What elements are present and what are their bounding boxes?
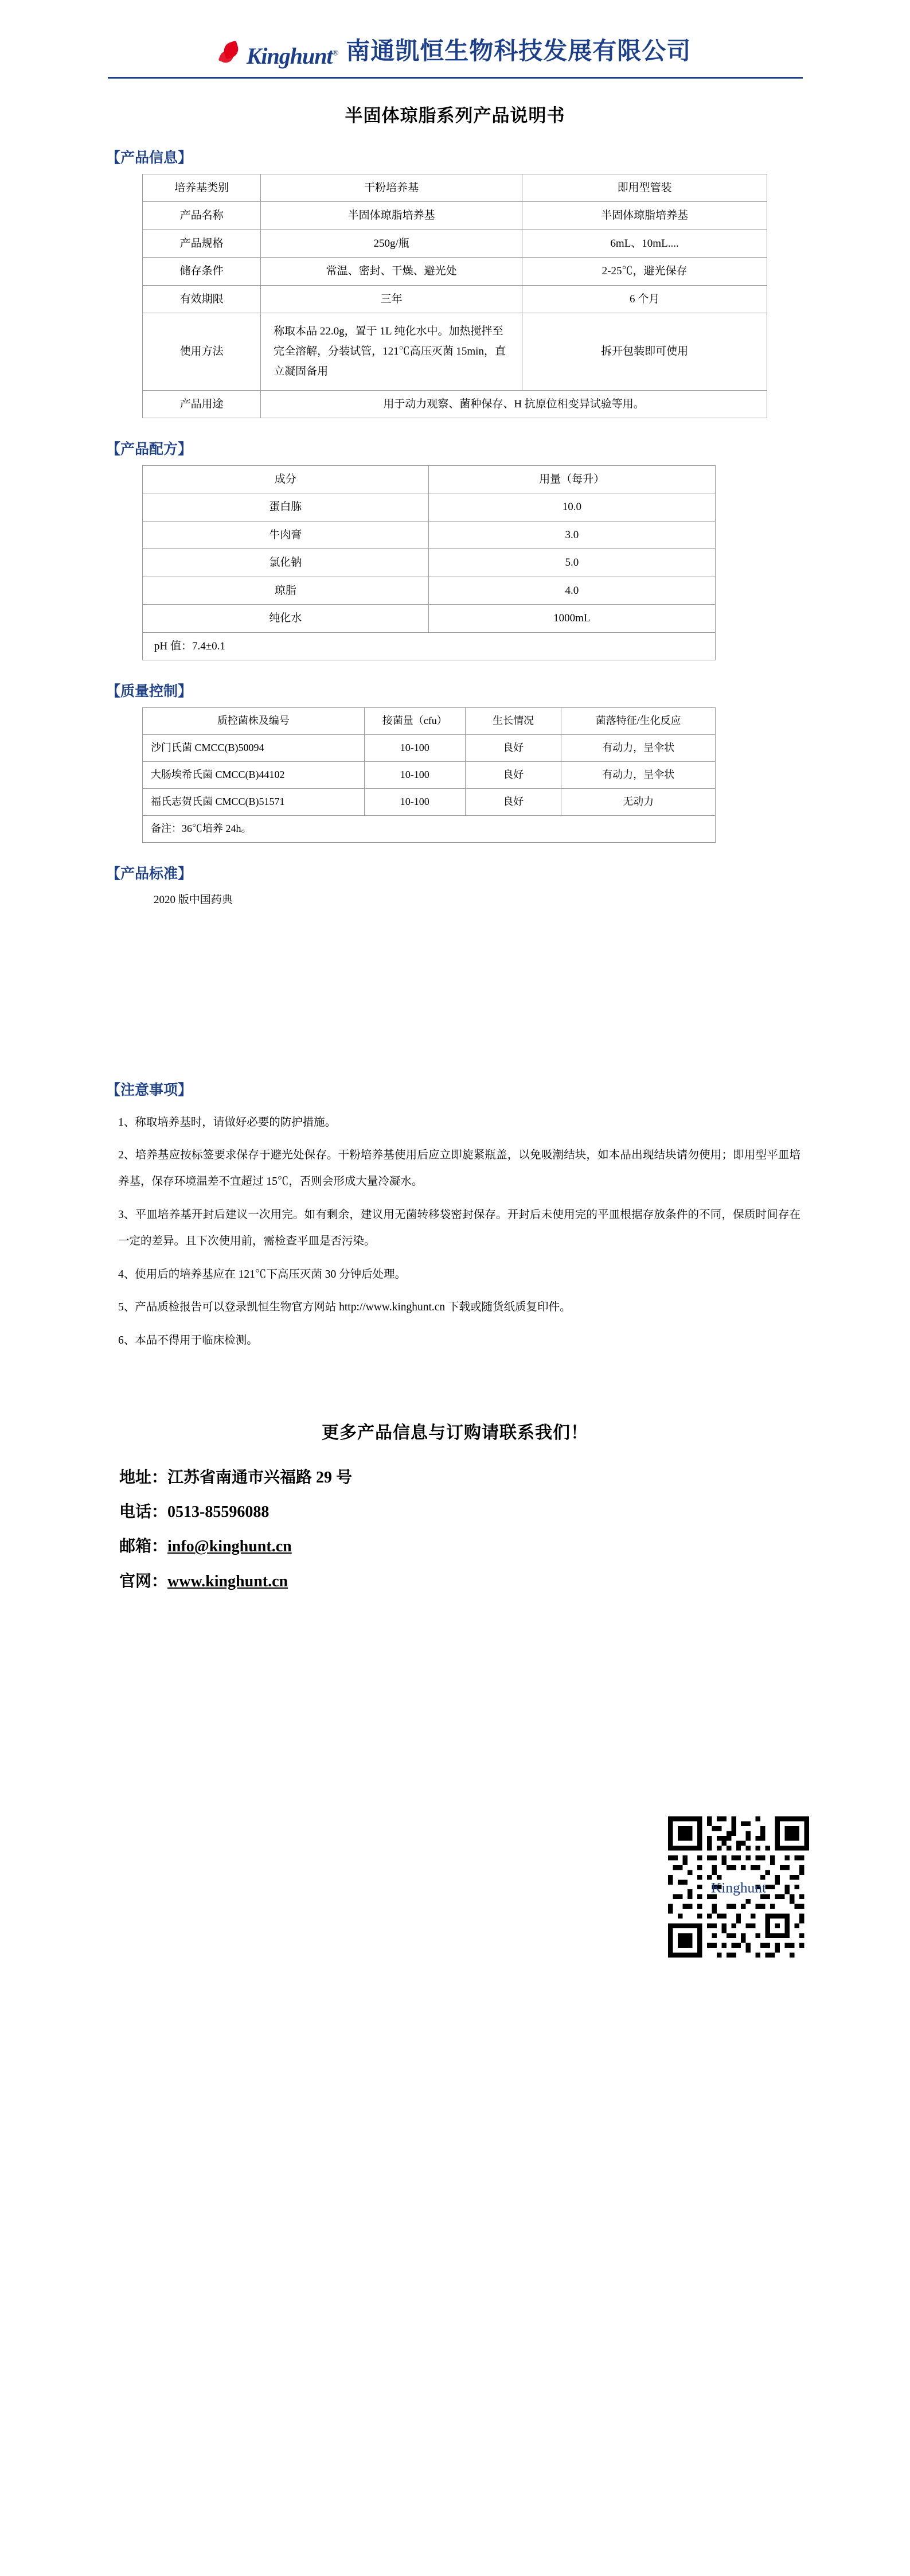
- contact-site-row: [119, 1565, 910, 1599]
- row-value-dry: 常温、密封、干燥、避光处: [261, 258, 522, 285]
- colony-characteristics: 有动力，呈伞状: [561, 735, 716, 762]
- inoculum-amount: 10-100: [364, 788, 465, 815]
- row-value-dry: 半固体琼脂培养基: [261, 202, 522, 229]
- email-value[interactable]: info@kinghunt.cn: [167, 1538, 292, 1556]
- header-divider: [108, 77, 803, 79]
- table-row: [143, 788, 716, 815]
- list-item: 3、平皿培养基开封后建议一次用完。如有剩余，建议用无菌转移袋密封保存。开封后未使用完的平皿根据存放条件的不同，保质时间存在一定的差异。且下次使用前，需检查平皿是否污染。: [118, 1209, 800, 1247]
- table-row: [143, 735, 716, 762]
- svg-text:Kinghunt: Kinghunt: [710, 1879, 767, 1896]
- ingredient-amount: 3.0: [428, 521, 715, 548]
- ingredient-name: 氯化钠: [143, 549, 429, 577]
- list-item: 4、使用后的培养基应在 121℃下高压灭菌 30 分钟后处理。: [118, 1268, 407, 1281]
- row-value-ready: 半固体琼脂培养基: [522, 202, 767, 229]
- ingredient-name: 琼脂: [143, 577, 429, 604]
- strain-name: 沙门氏菌 CMCC(B)50094: [143, 735, 365, 762]
- column-header-inoculum: 接菌量（cfu）: [364, 708, 465, 735]
- row-value-dry: 250g/瓶: [261, 229, 522, 257]
- leaf-logo-icon: [219, 41, 245, 68]
- table-row: [143, 815, 716, 842]
- ingredient-amount: 1000mL: [428, 605, 715, 632]
- row-label: 储存条件: [143, 258, 261, 285]
- address-value: 江苏省南通市兴福路 29 号: [167, 1469, 353, 1487]
- column-header-growth: 生长情况: [465, 708, 561, 735]
- column-header-amount: 用量（每升）: [428, 466, 715, 493]
- section-heading-product-info: 【产品信息】: [106, 150, 193, 166]
- row-value-ready: 6 个月: [522, 285, 767, 313]
- row-label: 使用方法: [143, 313, 261, 390]
- list-item: 2、培养基应按标签要求保存于避光处保存。干粉培养基使用后应立即旋紧瓶盖，以免吸潮结块，如本品出现结块请勿使用；即用型平皿培养基，保存环境温差不宜超过 15℃，否则会形成大量冷凝水。: [118, 1149, 800, 1188]
- address-label: 地址：: [119, 1469, 168, 1487]
- strain-name: 大肠埃希氏菌 CMCC(B)44102: [143, 761, 365, 788]
- ingredient-name: 蛋白胨: [143, 493, 429, 521]
- table-row: [143, 761, 716, 788]
- growth-status: 良好: [465, 788, 561, 815]
- qc-note: 备注：36℃培养 24h。: [143, 815, 716, 842]
- table-row: [143, 577, 716, 604]
- trademark-symbol: ®: [332, 49, 338, 58]
- table-row: [143, 549, 716, 577]
- section-heading-quality-control: 【质量控制】: [106, 684, 193, 700]
- header-row: [0, 36, 910, 68]
- growth-status: 良好: [465, 735, 561, 762]
- quality-control-table: [142, 707, 716, 842]
- row-value-ready: 即用型管装: [522, 174, 767, 202]
- ingredient-amount: 4.0: [428, 577, 715, 604]
- phone-value: 0513-85596088: [167, 1503, 270, 1522]
- column-header-ingredient: 成分: [143, 466, 429, 493]
- phone-label: 电话：: [119, 1503, 168, 1522]
- company-logo: [219, 36, 338, 68]
- site-label: 官网：: [119, 1572, 168, 1590]
- table-row: [143, 229, 767, 257]
- table-header-row: [143, 466, 716, 493]
- company-name: 南通凯恒生物科技发展有限公司: [346, 38, 692, 65]
- ph-value: pH 值：7.4±0.1: [143, 632, 716, 660]
- row-value-dry: 称取本品 22.0g，置于 1L 纯化水中。加热搅拌至完全溶解，分装试管，121℃高压灭菌 15min，直立凝固备用: [261, 313, 522, 390]
- ingredient-amount: 5.0: [428, 549, 715, 577]
- section-heading-formula: 【产品配方】: [106, 442, 193, 458]
- row-label: 产品名称: [143, 202, 261, 229]
- section-heading-notes: 【注意事项】: [106, 1082, 193, 1098]
- row-value-ready: 6mL、10mL....: [522, 229, 767, 257]
- site-value[interactable]: www.kinghunt.cn: [167, 1572, 288, 1590]
- page-title: 半固体琼脂系列产品说明书: [345, 106, 565, 126]
- table-row: [143, 313, 767, 390]
- row-label: 培养基类别: [143, 174, 261, 202]
- qr-code: [668, 1816, 809, 1958]
- table-row: [143, 390, 767, 418]
- growth-status: 良好: [465, 761, 561, 788]
- list-item: 5、产品质检报告可以登录凯恒生物官方网站 http://www.kinghunt.cn 下载或随货纸质复印件。: [118, 1301, 571, 1314]
- ingredient-name: 纯化水: [143, 605, 429, 632]
- table-row: [143, 258, 767, 285]
- table-row: [143, 202, 767, 229]
- email-label: 邮箱：: [119, 1538, 168, 1556]
- table-row: [143, 493, 716, 521]
- row-label: 产品规格: [143, 229, 261, 257]
- table-row: [143, 605, 716, 632]
- contact-phone-row: [119, 1495, 910, 1530]
- column-header-strain: 质控菌株及编号: [143, 708, 365, 735]
- logo-text: Kinghunt: [246, 43, 333, 69]
- column-header-characteristics: 菌落特征/生化反应: [561, 708, 716, 735]
- ingredient-amount: 10.0: [428, 493, 715, 521]
- document-header: [0, 36, 910, 80]
- colony-characteristics: 无动力: [561, 788, 716, 815]
- list-item: 6、本品不得用于临床检测。: [118, 1334, 258, 1347]
- table-row: [143, 285, 767, 313]
- contact-details: [119, 1461, 910, 1599]
- row-value-dry: 干粉培养基: [261, 174, 522, 202]
- contact-heading: 更多产品信息与订购请联系我们！: [322, 1423, 588, 1443]
- product-info-table: [142, 174, 767, 418]
- table-header-row: [143, 708, 716, 735]
- section-heading-standard: 【产品标准】: [106, 866, 193, 882]
- row-label: 有效期限: [143, 285, 261, 313]
- standard-value: 2020 版中国药典: [154, 893, 233, 906]
- row-value-ready: 2-25℃，避光保存: [522, 258, 767, 285]
- table-row: [143, 521, 716, 548]
- formula-table: [142, 465, 716, 660]
- contact-email-row: [119, 1530, 910, 1564]
- table-row: [143, 632, 716, 660]
- qr-code-icon: [668, 1816, 809, 1958]
- contact-address-row: [119, 1461, 910, 1495]
- notes-list: [118, 1110, 800, 1355]
- row-label: 产品用途: [143, 390, 261, 418]
- inoculum-amount: 10-100: [364, 761, 465, 788]
- strain-name: 福氏志贺氏菌 CMCC(B)51571: [143, 788, 365, 815]
- table-row: [143, 174, 767, 202]
- inoculum-amount: 10-100: [364, 735, 465, 762]
- colony-characteristics: 有动力，呈伞状: [561, 761, 716, 788]
- logo-wordmark: [247, 45, 338, 68]
- list-item: 1、称取培养基时，请做好必要的防护措施。: [118, 1116, 337, 1129]
- row-value-ready: 拆开包装即可使用: [522, 313, 767, 390]
- row-value-dry: 三年: [261, 285, 522, 313]
- row-value-usage: 用于动力观察、菌种保存、H 抗原位相变异试验等用。: [261, 390, 767, 418]
- ingredient-name: 牛肉膏: [143, 521, 429, 548]
